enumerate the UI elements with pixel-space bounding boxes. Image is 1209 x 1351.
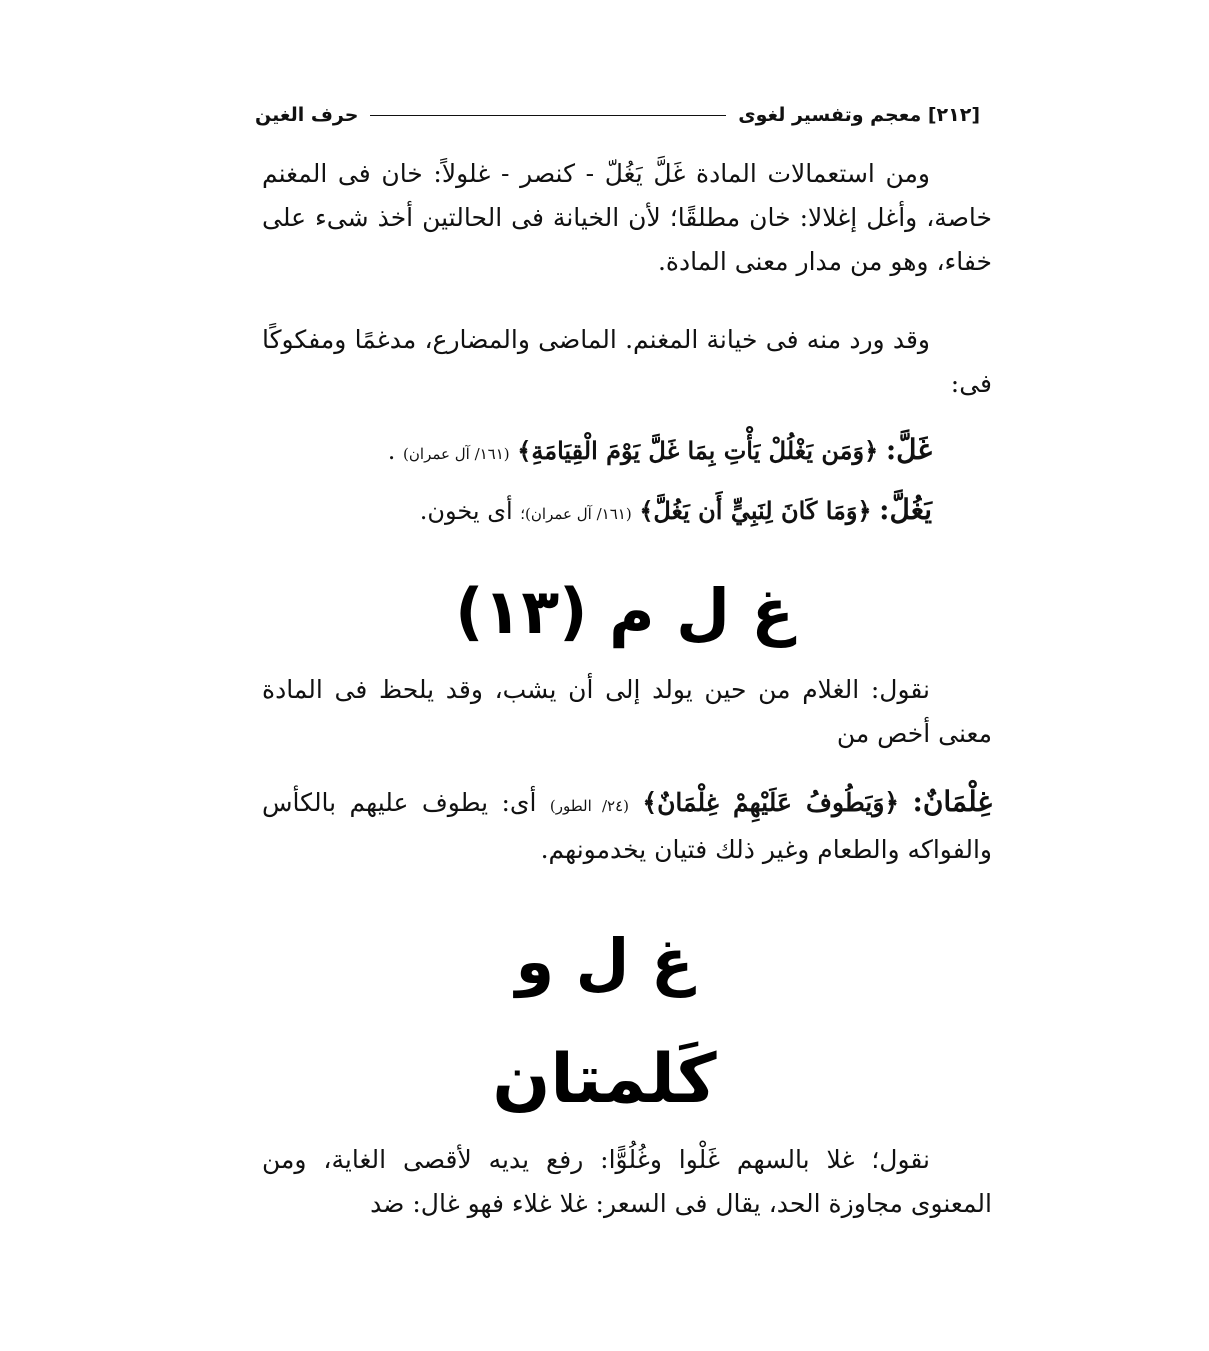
paragraph: ومن استعمالات المادة غَلَّ يَغُلّ - كنصر - غلولاً: خان فى المغنم خاصة، وأغل إغلالا: خان مطلقًا؛ لأن الخيانة فى الحالتين أخذ شىء على خفاء، وهو من مدار معنى المادة. <box>262 159 992 276</box>
headword: يَغُلَّ: <box>879 493 932 526</box>
verse-trailing-text: أى يخون. <box>419 497 513 525</box>
verse-trailing-text: أى: يطوف عليهم بالكأس والفواكه والطعام وغير ذلك فتيان يخدمونهم. <box>262 788 992 864</box>
headword: غِلْمَانٌ: <box>912 785 993 818</box>
verse-reference: (١٦١/ آل عمران)؛ <box>520 505 632 523</box>
headword: غَلَّ: <box>885 433 932 466</box>
verse-trailing-text: . <box>387 437 396 465</box>
root-heading: غ ل و <box>515 925 694 998</box>
chapter-title: حرف الغين <box>255 104 359 126</box>
paragraph: نقول: الغلام من حين يولد إلى أن يشب، وقد يلحظ فى المادة معنى أخص من <box>262 675 992 748</box>
quran-verse: ﴿وَيَطُوفُ عَلَيْهِمْ غِلْمَانٌ﴾ <box>642 788 900 817</box>
paragraph: وقد ورد منه فى خيانة المغنم. الماضى والمضارع، مدغمًا ومفكوكًا فى: <box>262 325 992 398</box>
quran-citation <box>262 780 992 872</box>
root-heading: غ ل م (١٣) <box>455 575 794 648</box>
verse-reference: (٢٤/ الطور) <box>549 797 630 815</box>
paragraph: نقول؛ غلا بالسهم غَلْوا وغُلُوًّا: رفع يديه لأقصى الغاية، ومن المعنوى مجاوزة الحد، يقال فى السعر: غلا غلاء فهو غال: ضد <box>262 1145 992 1218</box>
quran-citation <box>262 430 932 474</box>
running-header <box>255 100 980 130</box>
root-subheading: كَلمتان <box>492 1040 717 1119</box>
quran-verse: ﴿وَمَن يَغْلُلْ يَأْتِ بِمَا غَلَّ يَوْمَ الْقِيَامَةِ﴾ <box>517 436 879 465</box>
book-title: [٢١٢] معجم وتفسير لغوى <box>738 104 980 126</box>
quran-citation <box>262 490 932 534</box>
header-rule <box>370 115 726 116</box>
quran-verse: ﴿وَمَا كَانَ لِنَبِيٍّ أَن يَغُلَّ﴾ <box>639 496 872 525</box>
verse-reference: (١٦١/ آل عمران) <box>403 445 510 463</box>
